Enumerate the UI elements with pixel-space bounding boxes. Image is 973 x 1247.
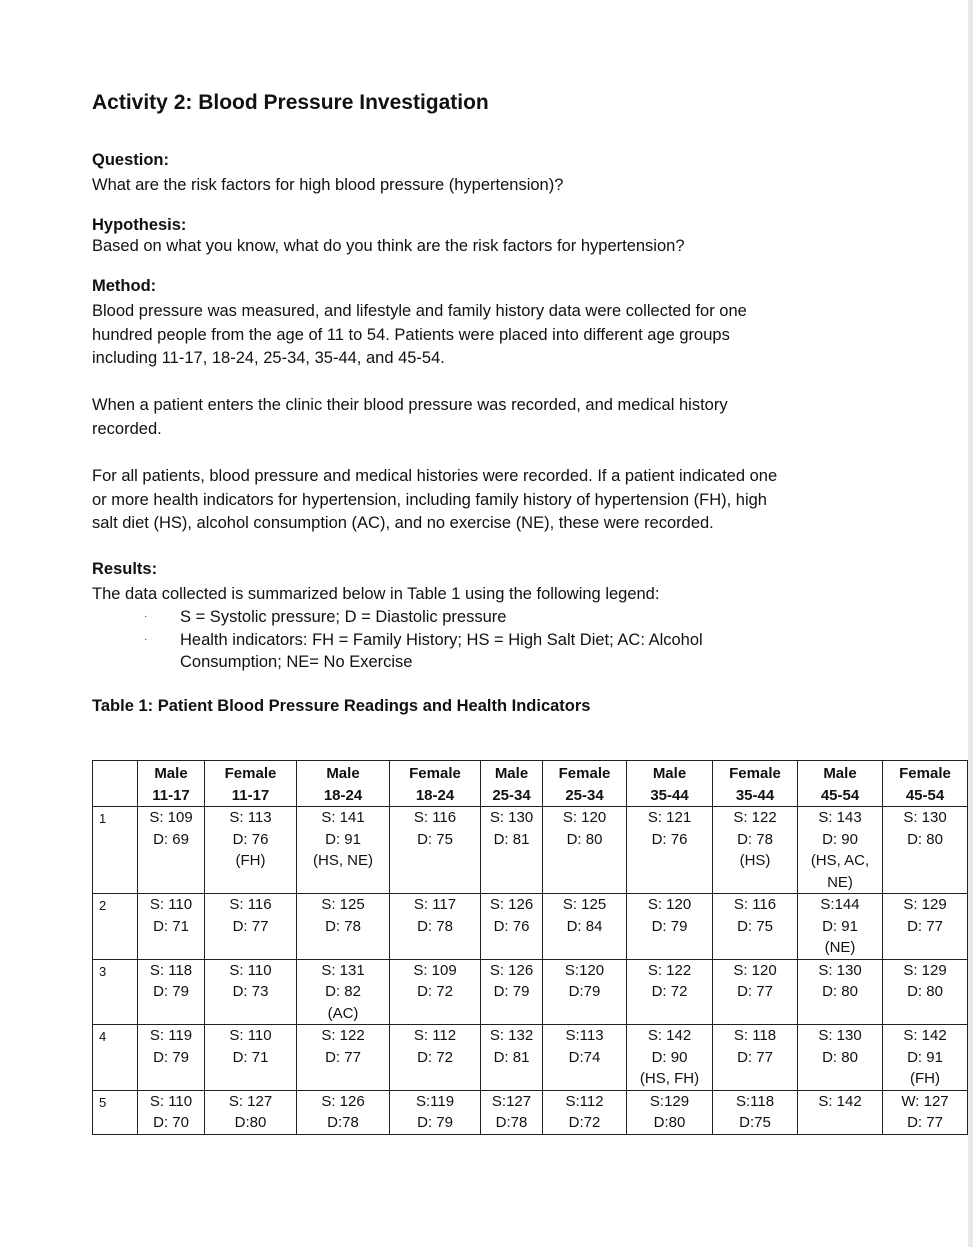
cell-line: D: 82 <box>325 983 361 1000</box>
cell-line: S: 118 <box>149 961 193 979</box>
cell-line: S:127 <box>491 1092 532 1110</box>
cell-line: D: 79 <box>493 983 530 1000</box>
cell-line: S: 122 <box>321 1027 365 1044</box>
cell-line: S: 119 <box>149 1027 193 1044</box>
cell-line: S: 120 <box>733 961 777 979</box>
cell-line: S:113 <box>565 1027 604 1044</box>
table-cell <box>713 1090 798 1134</box>
cell-line: D: 70 <box>153 1114 189 1131</box>
cell-line: D:75 <box>739 1114 771 1131</box>
cell-line: S: 130 <box>489 809 534 826</box>
header-cell: Male 18-24 <box>297 761 390 807</box>
method-label: Method: <box>92 277 157 295</box>
legend-text: Health indicators: FH = Family History; HS = High Salt Diet; AC: Alcohol <box>180 630 703 649</box>
cell-line: S: 120 <box>647 896 692 913</box>
table-cell <box>627 807 713 894</box>
cell-line: (AC) <box>327 1004 359 1022</box>
cell-line: S: 126 <box>489 896 534 913</box>
cell-line: S: 120 <box>562 809 607 826</box>
table-caption: Table 1: Patient Blood Pressure Readings and Health Indicators <box>92 697 591 715</box>
table-cell <box>390 1090 481 1134</box>
table-cell <box>297 894 390 960</box>
table-cell <box>205 894 297 960</box>
cell-line: D:74 <box>568 1048 601 1066</box>
cell-line: D: 78 <box>325 917 361 935</box>
cell-line: D: 75 <box>737 917 773 935</box>
table-cell <box>543 807 627 894</box>
cell-line: D: 77 <box>232 917 269 935</box>
table-cell <box>543 959 627 1025</box>
cell-line: S: 122 <box>733 809 777 826</box>
cell-line: D: 76 <box>651 830 688 848</box>
table-header-row <box>93 761 968 807</box>
cell-line: S: 121 <box>647 809 692 826</box>
row-number: 3 <box>93 959 138 1025</box>
cell-line: S: 129 <box>903 961 947 979</box>
cell-line: S: 130 <box>903 809 947 826</box>
question-label: Question: <box>92 151 169 169</box>
table-cell <box>138 1025 205 1091</box>
table-cell <box>713 807 798 894</box>
cell-line: S:119 <box>415 1092 455 1110</box>
cell-line: S: 109 <box>149 809 193 826</box>
text-line: or more health indicators for hypertension, including family history of hypertension (FH), high <box>92 490 767 509</box>
table-row <box>93 1025 968 1091</box>
table-cell <box>390 807 481 894</box>
cell-line: D: 79 <box>153 983 189 1000</box>
cell-line: (NE) <box>824 939 856 956</box>
cell-line: D:78 <box>327 1114 359 1131</box>
cell-line: (HS, NE) <box>313 852 373 869</box>
cell-line: D: 77 <box>907 1114 943 1131</box>
table-cell <box>713 894 798 960</box>
table-row <box>93 959 968 1025</box>
table-cell <box>297 1025 390 1091</box>
cell-line: D: 73 <box>232 983 269 1000</box>
cell-line: S: 118 <box>733 1027 777 1044</box>
table-cell <box>798 959 883 1025</box>
cell-line: D:78 <box>495 1114 528 1131</box>
legend-list <box>144 606 703 674</box>
cell-line: S: 127 <box>228 1092 273 1110</box>
table-row <box>93 894 968 960</box>
cell-line: S: 131 <box>321 961 365 979</box>
cell-line: S: 112 <box>413 1027 457 1044</box>
table-cell <box>481 807 543 894</box>
table-cell <box>883 807 968 894</box>
cell-line: S: 142 <box>818 1092 862 1110</box>
header-corner <box>93 761 138 807</box>
cell-line: (HS) <box>739 852 771 869</box>
table-cell <box>205 1090 297 1134</box>
cell-line: NE) <box>827 873 853 891</box>
table-cell <box>390 959 481 1025</box>
table-cell <box>543 894 627 960</box>
table-cell <box>138 807 205 894</box>
legend-text: Consumption; NE= No Exercise <box>180 653 413 671</box>
cell-line: D: 72 <box>417 983 453 1000</box>
blood-pressure-table <box>92 760 968 1135</box>
cell-line: D: 77 <box>907 917 943 935</box>
cell-line: D: 81 <box>493 830 530 848</box>
table-cell <box>481 959 543 1025</box>
text-line: Blood pressure was measured, and lifestyle and family history data were collected for one <box>92 302 747 320</box>
table-cell <box>390 1025 481 1091</box>
cell-line: (FH) <box>235 852 266 869</box>
table-row <box>93 807 968 894</box>
cell-line: (FH) <box>910 1070 940 1087</box>
table-cell <box>205 807 297 894</box>
table-cell <box>297 1090 390 1134</box>
table-cell <box>138 894 205 960</box>
cell-line: W: 127 <box>901 1092 949 1110</box>
cell-line: D: 80 <box>907 830 943 848</box>
cell-line: D: 80 <box>822 1048 858 1066</box>
cell-line: S: 110 <box>229 961 272 979</box>
table-cell <box>297 959 390 1025</box>
table-cell <box>883 959 968 1025</box>
table-cell <box>205 1025 297 1091</box>
cell-line: S: 113 <box>229 809 272 826</box>
cell-line: D: 80 <box>822 983 858 1000</box>
cell-line: D: 80 <box>907 983 943 1000</box>
cell-line: S: 125 <box>321 896 365 913</box>
legend-text: S = Systolic pressure; D = Diastolic pressure <box>180 608 507 626</box>
cell-line: D: 76 <box>493 917 530 935</box>
table-cell <box>627 959 713 1025</box>
cell-line: S:120 <box>564 961 605 979</box>
question-text: What are the risk factors for high blood pressure (hypertension)? <box>92 176 564 194</box>
cell-line: S: 143 <box>818 809 862 826</box>
header-cell: Female 11-17 <box>205 761 297 807</box>
legend-item <box>144 606 703 629</box>
text-line: For all patients, blood pressure and medical histories were recorded. If a patient indicated one <box>92 467 778 485</box>
cell-line: D:80 <box>653 1114 686 1131</box>
cell-line: D: 90 <box>651 1048 688 1066</box>
header-cell: Male 25-34 <box>481 761 543 807</box>
cell-line: S: 125 <box>562 896 607 913</box>
cell-line: S:118 <box>735 1092 775 1110</box>
cell-line: D: 79 <box>651 917 688 935</box>
cell-line: D: 71 <box>153 917 189 935</box>
cell-line: D: 76 <box>232 830 269 848</box>
cell-line: S: 116 <box>413 809 457 826</box>
cell-line: S: 126 <box>489 961 534 979</box>
results-intro: The data collected is summarized below in Table 1 using the following legend: <box>92 585 660 603</box>
cell-line: S: 110 <box>229 1027 272 1044</box>
cell-line: D: 77 <box>737 983 773 1000</box>
header-cell: Female 35-44 <box>713 761 798 807</box>
table-cell <box>798 807 883 894</box>
cell-line: D: 72 <box>651 983 688 1000</box>
cell-line: D: 91 <box>907 1048 943 1066</box>
header-cell: Male 11-17 <box>138 761 205 807</box>
table-cell <box>390 894 481 960</box>
table-cell <box>205 959 297 1025</box>
cell-line: D: 79 <box>153 1048 189 1066</box>
cell-line: S:129 <box>649 1092 690 1110</box>
table-cell <box>481 1025 543 1091</box>
cell-line: S: 110 <box>149 1092 193 1110</box>
cell-line: S: 129 <box>903 896 947 913</box>
table-cell <box>543 1025 627 1091</box>
cell-line: D: 71 <box>232 1048 269 1066</box>
table-cell <box>481 894 543 960</box>
results-label: Results: <box>92 560 158 578</box>
table-row <box>93 1090 968 1134</box>
header-cell: Male 45-54 <box>798 761 883 807</box>
cell-line: D: 77 <box>325 1048 361 1066</box>
table-cell <box>627 1025 713 1091</box>
cell-line: S: 141 <box>321 809 365 826</box>
cell-line: D: 75 <box>417 830 453 848</box>
cell-line: S: 122 <box>647 961 692 979</box>
row-number: 1 <box>93 807 138 894</box>
cell-line: D: 79 <box>417 1114 453 1131</box>
cell-line: S: 116 <box>733 896 777 913</box>
method-paragraph-2 <box>92 394 852 441</box>
header-cell: Male 35-44 <box>627 761 713 807</box>
table-cell <box>883 1090 968 1134</box>
cell-line: D: 81 <box>493 1048 530 1066</box>
cell-line: S: 109 <box>413 961 457 979</box>
hypothesis-text: Based on what you know, what do you think are the risk factors for hypertension? <box>92 237 685 255</box>
table-cell <box>138 959 205 1025</box>
table-cell <box>798 894 883 960</box>
table-cell <box>481 1090 543 1134</box>
cell-line: (HS, FH) <box>639 1070 700 1087</box>
page-title: Activity 2: Blood Pressure Investigation <box>92 91 489 114</box>
cell-line: D:72 <box>568 1114 601 1131</box>
cell-line: D: 72 <box>417 1048 453 1066</box>
cell-line: D:80 <box>234 1114 267 1131</box>
cell-line: S: 130 <box>818 961 862 979</box>
header-cell: Female 25-34 <box>543 761 627 807</box>
cell-line: D: 84 <box>566 917 603 935</box>
table-cell <box>713 959 798 1025</box>
bullet-icon: · <box>144 611 148 622</box>
cell-line: S: 142 <box>903 1027 947 1044</box>
text-line: including 11-17, 18-24, 25-34, 35-44, and 45-54. <box>92 349 445 367</box>
row-number: 5 <box>93 1090 138 1134</box>
table-cell <box>138 1090 205 1134</box>
table-cell <box>627 894 713 960</box>
table-cell <box>883 1025 968 1091</box>
header-cell: Female 18-24 <box>390 761 481 807</box>
cell-line: S: 126 <box>321 1092 365 1110</box>
method-paragraph-3 <box>92 465 852 536</box>
cell-line: S: 132 <box>489 1027 534 1044</box>
hypothesis-label: Hypothesis: <box>92 216 187 234</box>
cell-line: D: 78 <box>417 917 453 935</box>
header-cell: Female 45-54 <box>883 761 968 807</box>
cell-line: S: 117 <box>413 896 457 913</box>
cell-line: S: 130 <box>818 1027 862 1044</box>
text-line: hundred people from the age of 11 to 54. Patients were placed into different age groups <box>92 325 730 344</box>
table-cell <box>627 1090 713 1134</box>
text-line: When a patient enters the clinic their blood pressure was recorded, and medical history <box>92 396 728 414</box>
table-cell <box>798 1090 883 1134</box>
table-cell <box>297 807 390 894</box>
bullet-icon: · <box>144 633 148 645</box>
cell-line: S:112 <box>565 1092 604 1110</box>
cell-line: D: 91 <box>325 830 361 848</box>
table-cell <box>883 894 968 960</box>
cell-line: D: 69 <box>153 830 189 848</box>
cell-line: S: 116 <box>229 896 272 913</box>
cell-line: D:79 <box>568 983 601 1000</box>
table-cell <box>713 1025 798 1091</box>
table-cell <box>798 1025 883 1091</box>
row-number: 2 <box>93 894 138 960</box>
cell-line: D: 80 <box>566 830 603 848</box>
text-line: recorded. <box>92 419 162 438</box>
cell-line: D: 90 <box>822 830 858 848</box>
cell-line: D: 77 <box>737 1048 773 1066</box>
page-right-edge <box>968 0 973 1247</box>
cell-line: S: 110 <box>149 896 193 913</box>
cell-line: S: 142 <box>647 1027 692 1044</box>
cell-line: D: 78 <box>737 830 773 848</box>
table-cell <box>543 1090 627 1134</box>
legend-item <box>144 629 703 674</box>
cell-line: (HS, AC, <box>810 852 870 869</box>
method-paragraph-1 <box>92 300 852 371</box>
row-number: 4 <box>93 1025 138 1091</box>
text-line: salt diet (HS), alcohol consumption (AC), and no exercise (NE), these were recorded. <box>92 514 714 532</box>
cell-line: S:144 <box>820 896 860 913</box>
cell-line: D: 91 <box>822 917 858 935</box>
